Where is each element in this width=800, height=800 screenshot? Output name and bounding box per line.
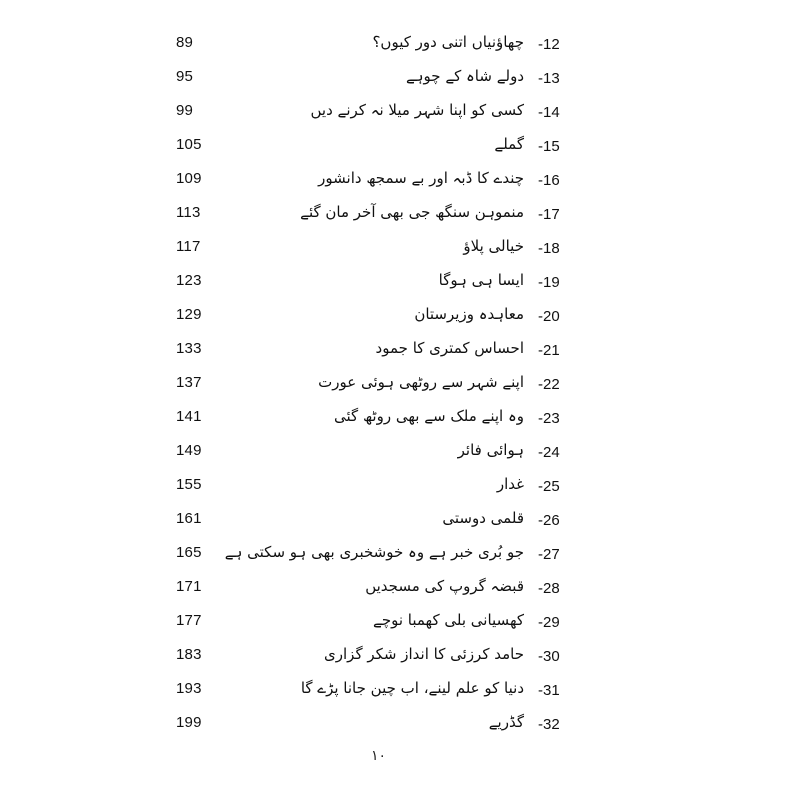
chapter-number: -23 bbox=[538, 410, 560, 427]
chapter-number: -27 bbox=[538, 546, 560, 563]
toc-row bbox=[0, 30, 800, 64]
chapter-title: قلمی دوستی bbox=[442, 509, 524, 527]
chapter-number: -25 bbox=[538, 478, 560, 495]
toc-row bbox=[0, 710, 800, 744]
chapter-number: -15 bbox=[538, 138, 560, 155]
toc-row bbox=[0, 200, 800, 234]
toc-row bbox=[0, 336, 800, 370]
chapter-title: وہ اپنے ملک سے بھی روٹھ گئی bbox=[334, 407, 524, 425]
chapter-number: -32 bbox=[538, 716, 560, 733]
page-number: 165 bbox=[176, 544, 202, 561]
toc-row bbox=[0, 98, 800, 132]
chapter-number: -18 bbox=[538, 240, 560, 257]
page-number: 89 bbox=[176, 34, 194, 51]
chapter-title: دنیا کو علم لینے، اب چین جانا پڑے گا bbox=[300, 679, 524, 697]
chapter-number: -14 bbox=[538, 104, 560, 121]
toc-row bbox=[0, 268, 800, 302]
toc-row bbox=[0, 608, 800, 642]
chapter-number: -24 bbox=[538, 444, 560, 461]
chapter-number: -26 bbox=[538, 512, 560, 529]
page-folio-number: ١٠ bbox=[371, 748, 387, 764]
chapter-number: -28 bbox=[538, 580, 560, 597]
chapter-number: -16 bbox=[538, 172, 560, 189]
chapter-title: غدار bbox=[496, 475, 524, 493]
page-number: 105 bbox=[176, 136, 202, 153]
page-number: 133 bbox=[176, 340, 202, 357]
chapter-number: -22 bbox=[538, 376, 560, 393]
page-number: 123 bbox=[176, 272, 202, 289]
page-number: 177 bbox=[176, 612, 202, 629]
page-number: 199 bbox=[176, 714, 202, 731]
toc-row bbox=[0, 506, 800, 540]
chapter-number: -29 bbox=[538, 614, 560, 631]
toc-row bbox=[0, 642, 800, 676]
page-number: 183 bbox=[176, 646, 202, 663]
page-number: 193 bbox=[176, 680, 202, 697]
chapter-title: کھسیانی بلی کھمبا نوچے bbox=[373, 611, 524, 629]
chapter-title: منموہن سنگھ جی بھی آخر مان گئے bbox=[300, 203, 524, 221]
chapter-title: احساس کمتری کا جمود bbox=[375, 339, 524, 357]
chapter-title: چھاؤنیاں اتنی دور کیوں؟ bbox=[372, 33, 524, 51]
toc-row bbox=[0, 64, 800, 98]
chapter-title: گملے bbox=[494, 135, 524, 153]
chapter-title: دولے شاہ کے چوہے bbox=[405, 67, 524, 85]
page-number: 171 bbox=[176, 578, 202, 595]
chapter-number: -12 bbox=[538, 36, 560, 53]
chapter-number: -20 bbox=[538, 308, 560, 325]
chapter-title: حامد کرزئی کا انداز شکر گزاری bbox=[324, 645, 524, 663]
toc-row bbox=[0, 404, 800, 438]
page-number: 149 bbox=[176, 442, 202, 459]
toc-row bbox=[0, 132, 800, 166]
page-number: 109 bbox=[176, 170, 202, 187]
page-number: 99 bbox=[176, 102, 194, 119]
chapter-number: -19 bbox=[538, 274, 560, 291]
toc-row bbox=[0, 166, 800, 200]
chapter-title: ایسا ہی ہوگا bbox=[438, 271, 524, 289]
page-number: 113 bbox=[176, 204, 201, 221]
chapter-number: -21 bbox=[538, 342, 560, 359]
chapter-title: قبضہ گروپ کی مسجدیں bbox=[365, 577, 524, 595]
page-number: 129 bbox=[176, 306, 202, 323]
page-number: 137 bbox=[176, 374, 202, 391]
chapter-title: گڈریے bbox=[488, 713, 524, 731]
toc-row bbox=[0, 370, 800, 404]
page-number: 141 bbox=[176, 408, 202, 425]
toc-row bbox=[0, 472, 800, 506]
chapter-number: -17 bbox=[538, 206, 560, 223]
chapter-title: چندے کا ڈبہ اور بے سمجھ دانشور bbox=[318, 169, 524, 187]
toc-row bbox=[0, 676, 800, 710]
page-number: 161 bbox=[176, 510, 202, 527]
chapter-title: کسی کو اپنا شہر میلا نہ کرنے دیں bbox=[310, 101, 524, 119]
chapter-number: -30 bbox=[538, 648, 560, 665]
toc-row bbox=[0, 438, 800, 472]
toc-row bbox=[0, 540, 800, 574]
chapter-title: ہوائی فائر bbox=[457, 441, 524, 459]
toc-row bbox=[0, 574, 800, 608]
toc-row bbox=[0, 302, 800, 336]
chapter-number: -13 bbox=[538, 70, 560, 87]
chapter-title: اپنے شہر سے روٹھی ہوئی عورت bbox=[318, 373, 524, 391]
toc-row bbox=[0, 234, 800, 268]
chapter-number: -31 bbox=[538, 682, 560, 699]
page-number: 95 bbox=[176, 68, 194, 85]
chapter-title: معاہدہ وزیرستان bbox=[414, 305, 524, 323]
page-number: 155 bbox=[176, 476, 202, 493]
page-number: 117 bbox=[176, 238, 201, 255]
chapter-title: جو بُری خبر ہے وہ خوشخبری بھی ہو سکتی ہے bbox=[224, 543, 524, 561]
chapter-title: خیالی پلاؤ bbox=[463, 237, 524, 255]
